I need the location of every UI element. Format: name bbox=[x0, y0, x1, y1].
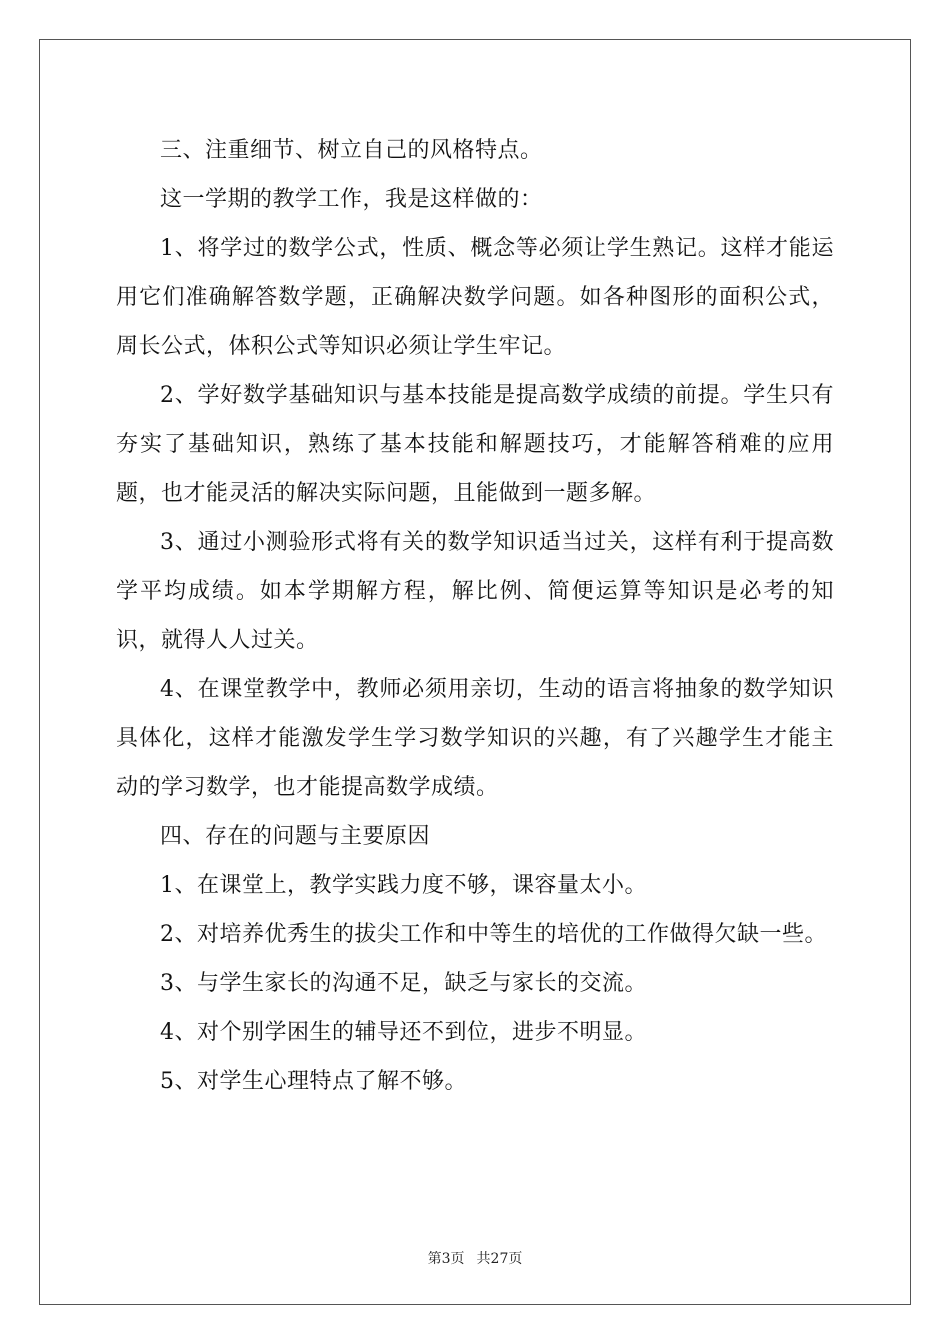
problem-item-3: 3、与学生家长的沟通不足，缺乏与家长的交流。 bbox=[160, 971, 647, 996]
page-number: 第3页 bbox=[427, 1251, 465, 1267]
document-body bbox=[116, 126, 834, 1106]
problem-item-2: 2、对培养优秀生的拔尖工作和中等生的培优的工作做得欠缺一些。 bbox=[160, 922, 827, 947]
problem-item-4: 4、对个别学困生的辅导还不到位，进步不明显。 bbox=[160, 1020, 647, 1045]
section-heading-4: 四、存在的问题与主要原因 bbox=[160, 824, 431, 849]
page-footer bbox=[0, 1248, 950, 1268]
paragraph-item-3: 3、通过小测验形式将有关的数学知识适当过关，这样有利于提高数学平均成绩。如本学期解方程，解比例、简便运算等知识是必考的知识，就得人人过关。 bbox=[116, 530, 834, 653]
page-total: 共27页 bbox=[476, 1251, 523, 1267]
paragraph-intro: 这一学期的教学工作，我是这样做的： bbox=[160, 187, 543, 212]
paragraph-item-2: 2、学好数学基础知识与基本技能是提高数学成绩的前提。学生只有夯实了基础知识，熟练了基本技能和解题技巧，才能解答稍难的应用题，也才能灵活的解决实际问题，且能做到一题多解。 bbox=[116, 383, 834, 506]
paragraph-item-1: 1、将学过的数学公式，性质、概念等必须让学生熟记。这样才能运用它们准确解答数学题，正确解决数学问题。如各种图形的面积公式，周长公式，体积公式等知识必须让学生牢记。 bbox=[116, 236, 834, 359]
problem-item-5: 5、对学生心理特点了解不够。 bbox=[160, 1069, 467, 1094]
problem-item-1: 1、在课堂上，教学实践力度不够，课容量太小。 bbox=[160, 873, 647, 898]
paragraph-item-4: 4、在课堂教学中，教师必须用亲切，生动的语言将抽象的数学知识具体化，这样才能激发学生学习数学知识的兴趣，有了兴趣学生才能主动的学习数学，也才能提高数学成绩。 bbox=[116, 677, 834, 800]
section-heading-3: 三、注重细节、树立自己的风格特点。 bbox=[160, 138, 543, 163]
